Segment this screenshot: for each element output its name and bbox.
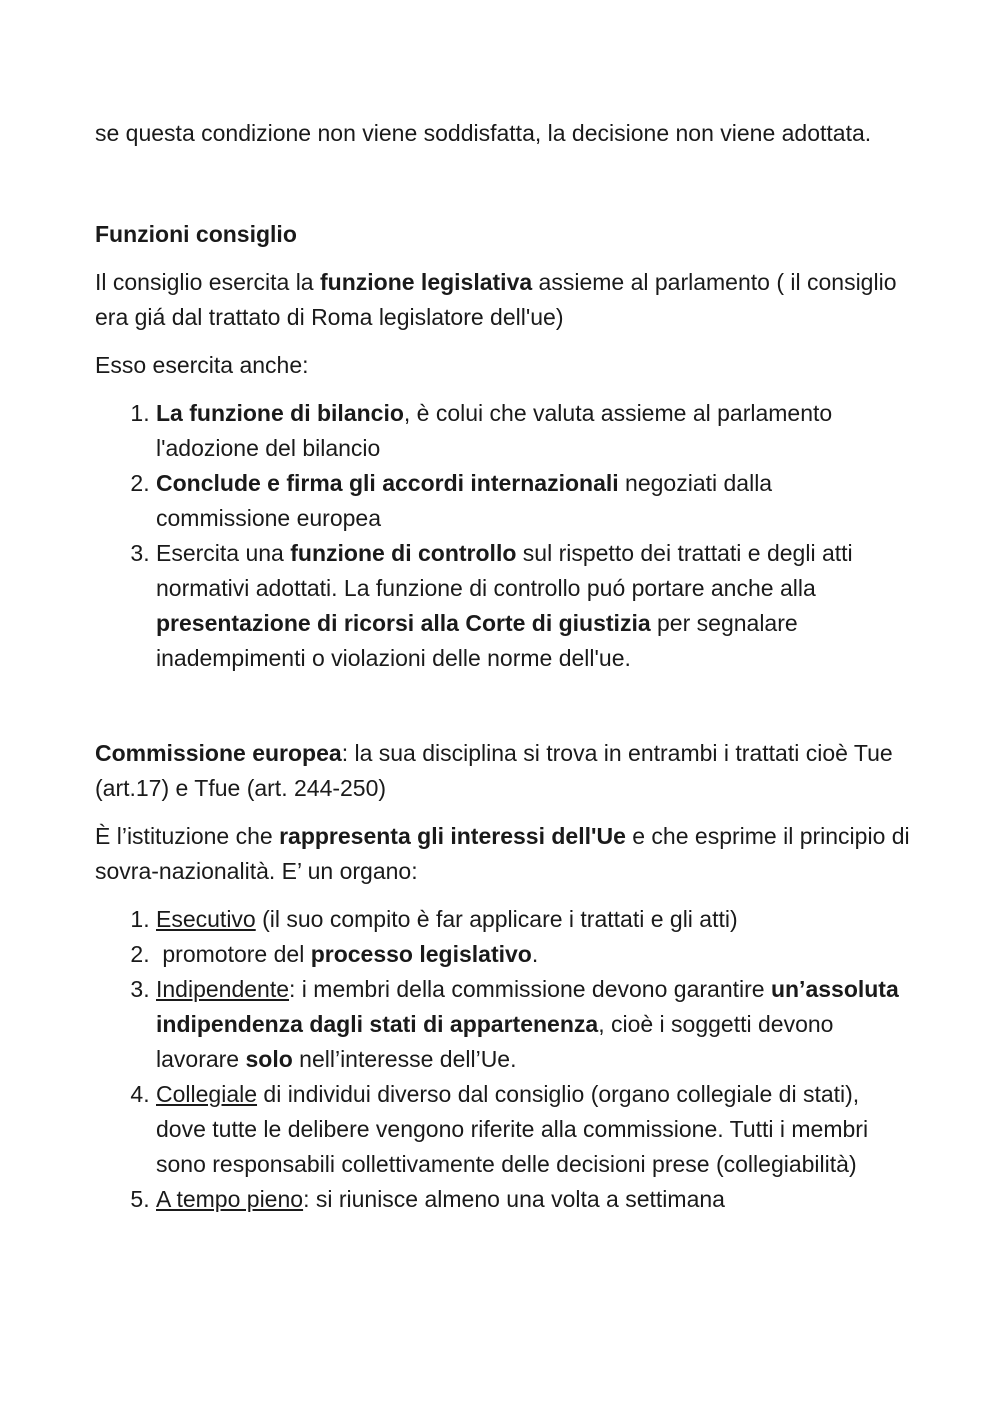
text-span: È l’istituzione che	[95, 823, 280, 849]
text-span: nell’interesse dell’Ue.	[292, 1046, 517, 1072]
bold-text: Commissione europea	[95, 740, 342, 766]
list-item	[156, 972, 910, 1077]
list-item	[156, 902, 910, 937]
bold-text: solo	[245, 1046, 293, 1072]
text-span: Il consiglio esercita la	[95, 269, 320, 295]
funzioni-list	[95, 396, 910, 676]
underlined-text: Esecutivo	[156, 906, 256, 932]
text-span: per segnalare inadempimenti o violazioni delle norme dell'ue.	[156, 610, 798, 671]
text-span: sul rispetto dei trattati e degli atti normativi adottati. La funzione di controllo puó portare anche alla	[156, 540, 853, 601]
commissione-paragraph-2	[95, 819, 910, 889]
text-span: : i membri della commissione devono garantire	[289, 976, 771, 1002]
list-item	[156, 396, 910, 466]
bold-text: funzione legislativa	[320, 269, 533, 295]
text-span: (il suo compito è far applicare i trattati e gli atti)	[255, 906, 738, 932]
text-span: : si riunisce almeno una volta a settimana	[303, 1186, 725, 1212]
list-item	[156, 466, 910, 536]
text-span: e che esprime il principio di sovra-nazionalità. E’ un organo:	[95, 823, 910, 884]
funzioni-paragraph-1	[95, 265, 910, 335]
bold-text: La funzione di bilancio	[156, 400, 404, 426]
bold-text: rappresenta gli interessi dell'Ue	[279, 823, 626, 849]
heading-funzioni-consiglio: Funzioni consiglio	[95, 221, 297, 247]
text-span: .	[531, 941, 539, 967]
list-item	[156, 937, 910, 972]
text-span: , è colui che valuta assieme al parlamento l'adozione del bilancio	[156, 400, 833, 461]
text-span: negoziati dalla commissione europea	[156, 470, 773, 531]
document-page	[95, 116, 910, 1217]
bold-text: presentazione di ricorsi alla Corte di giustizia	[156, 610, 651, 636]
commissione-paragraph-1	[95, 736, 910, 806]
text-span: : la sua disciplina si trova in entrambi i trattati cioè Tue (art.17) e Tfue (art. 244-250)	[95, 740, 893, 801]
text-span: , cioè i soggetti devono lavorare	[156, 1011, 834, 1072]
bold-text: funzione di controllo	[290, 540, 517, 566]
list-item	[156, 1077, 910, 1182]
underlined-text: Indipendente	[156, 976, 290, 1002]
bold-text: Conclude e firma gli accordi internazionali	[156, 470, 619, 496]
bold-text: un’assoluta indipendenza dagli stati di appartenenza	[156, 976, 899, 1037]
list-item	[156, 1182, 910, 1217]
text-span: promotore del	[156, 941, 311, 967]
list-item	[156, 536, 910, 676]
bold-text: processo legislativo	[310, 941, 532, 967]
text-span: assieme al parlamento ( il consiglio era giá dal trattato di Roma legislatore dell'ue)	[95, 269, 897, 330]
intro-paragraph: se questa condizione non viene soddisfatta, la decisione non viene adottata.	[95, 120, 872, 146]
text-span: Esercita una	[156, 540, 291, 566]
underlined-text: Collegiale	[156, 1081, 258, 1107]
text-span: di individui diverso dal consiglio (organo collegiale di stati), dove tutte le delibere vengono riferite alla commissione. Tutti i membri sono responsabili collettivamente delle decisioni prese (collegiabilità)	[156, 1081, 869, 1177]
funzioni-paragraph-2: Esso esercita anche:	[95, 352, 309, 378]
commissione-list	[95, 902, 910, 1217]
underlined-text: A tempo pieno	[156, 1186, 304, 1212]
